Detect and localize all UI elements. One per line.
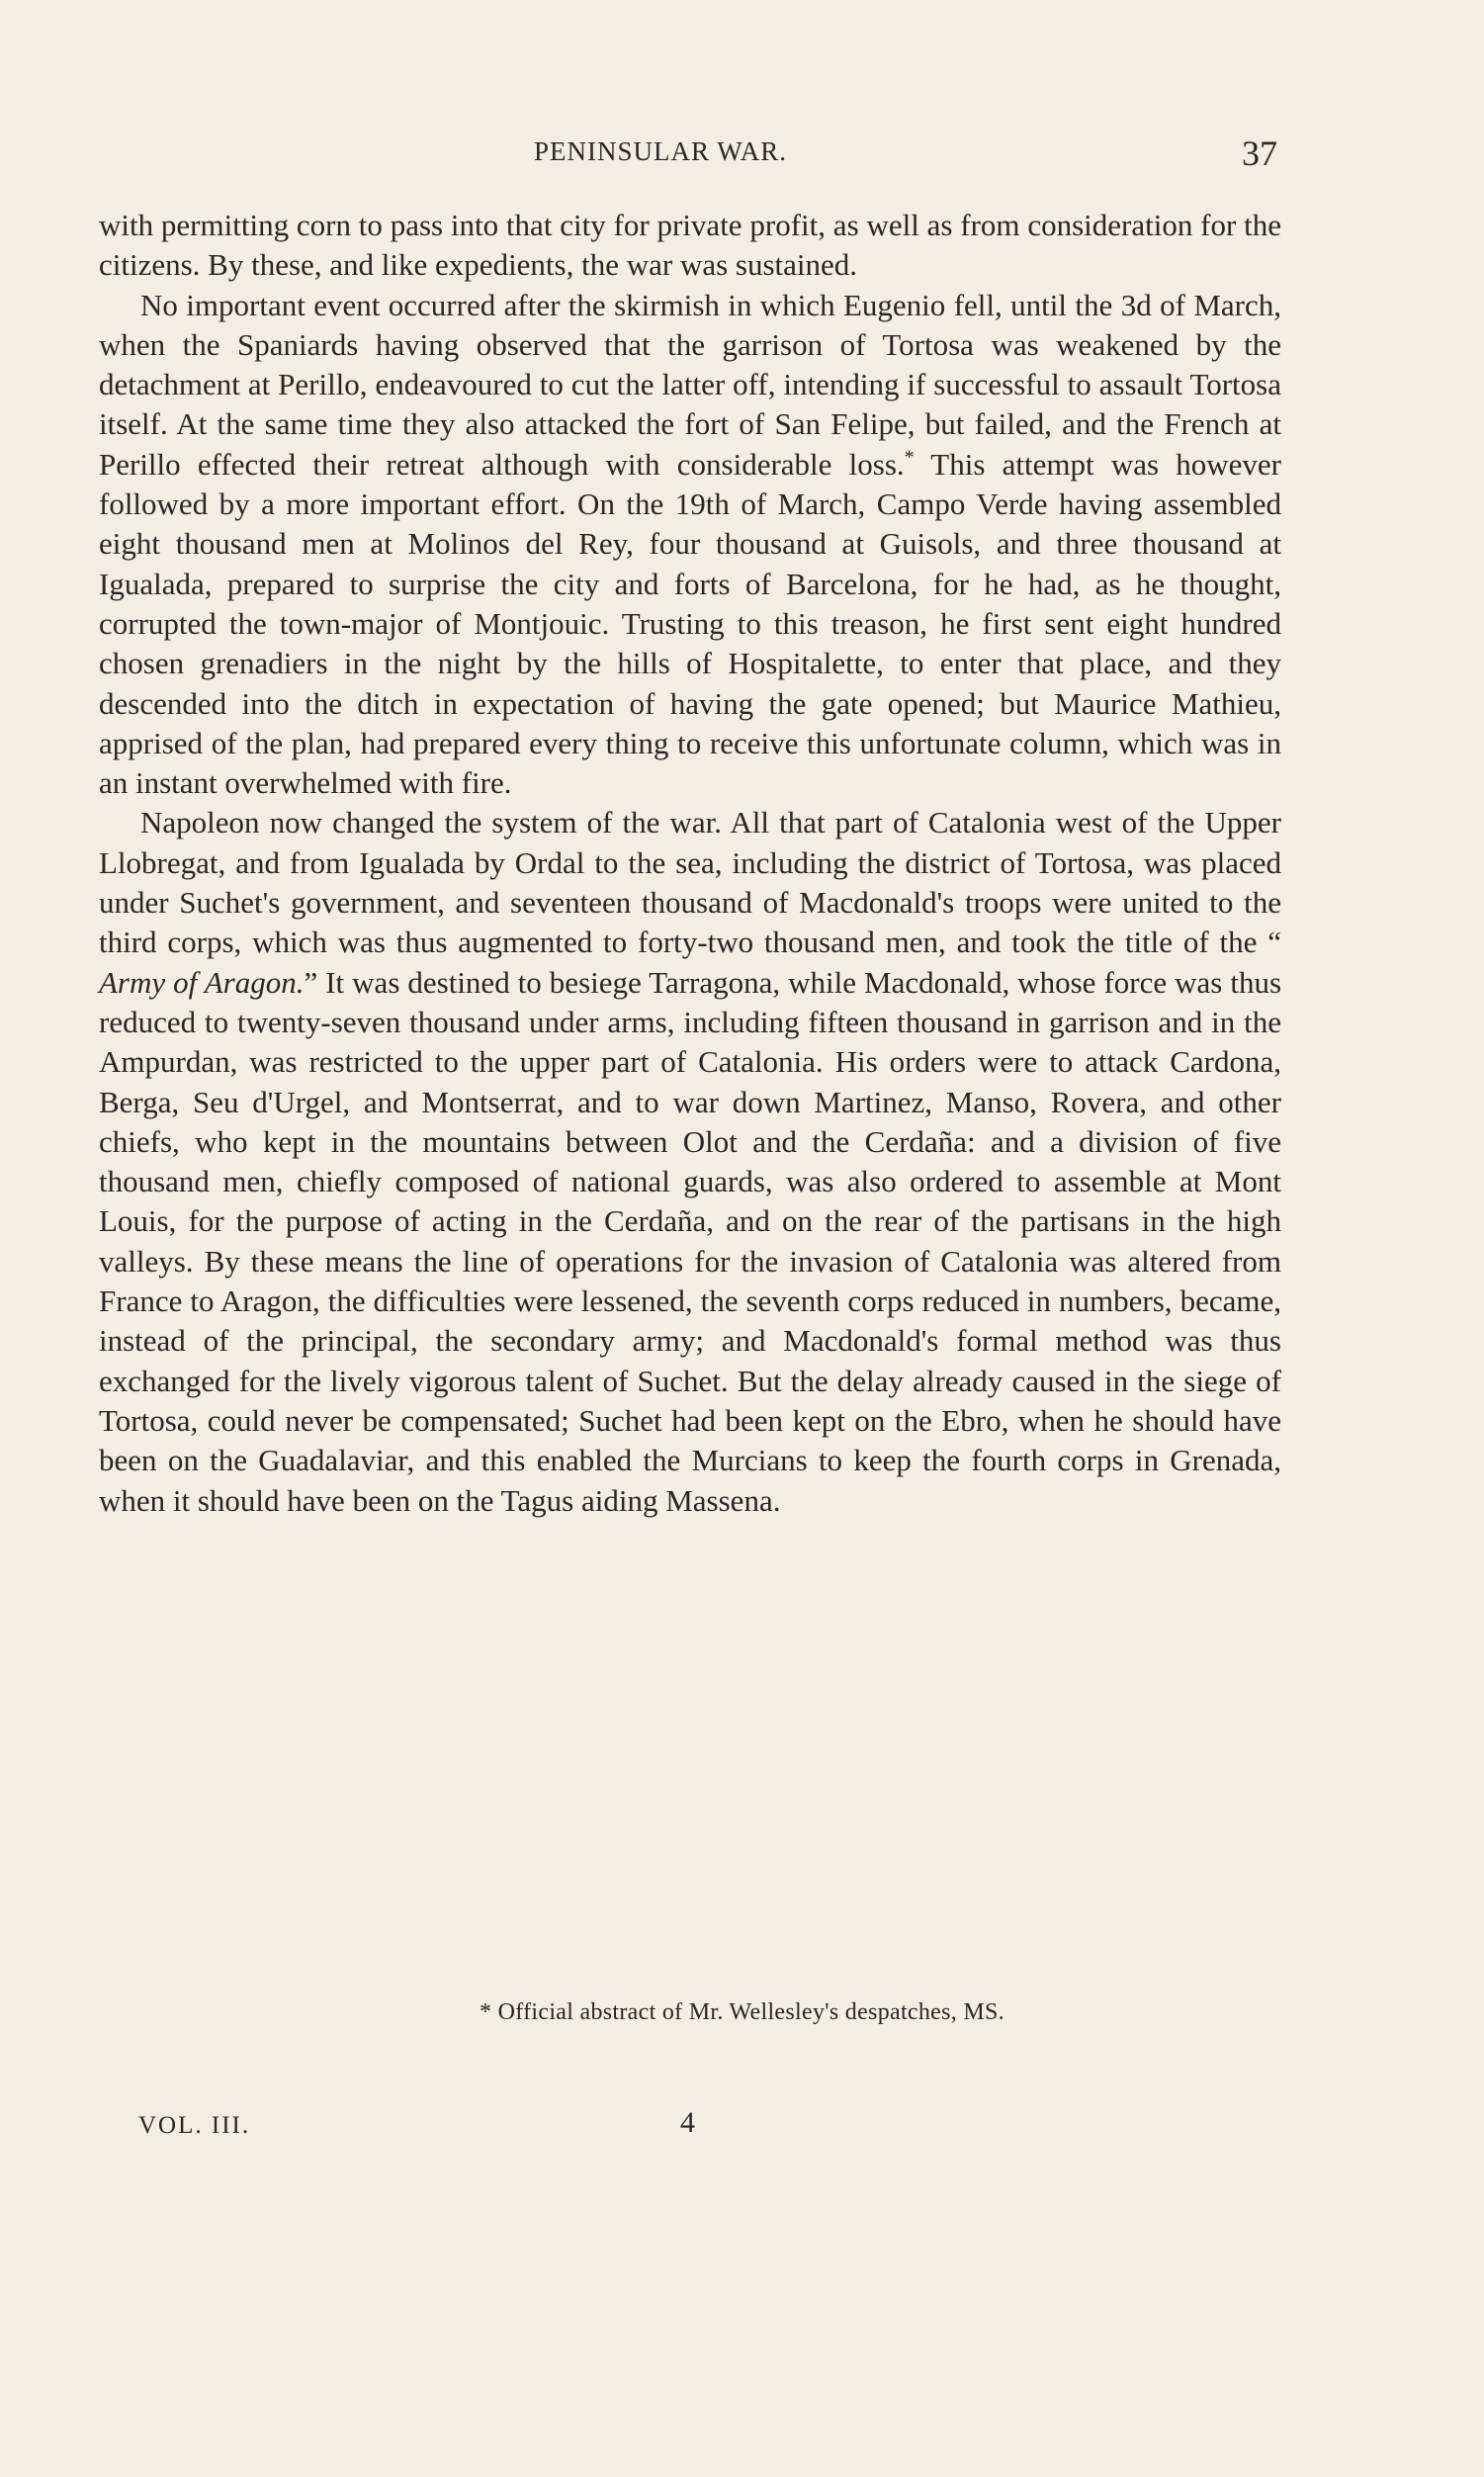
paragraph-2 — [99, 286, 1281, 804]
signature-line — [0, 2106, 1484, 2152]
paragraph-2-text-before: No important event occurred after the skirmish in which Eugenio fell, until the 3d of March, when the Spaniards having observed that the garrison of Tortosa was weakened by the detachment at Perillo, endeavoured to cut the latter off, intending if successful to assault Tortosa itself. At the same time they also attacked the fort of San Felipe, but failed, and the French at Perillo effected their retreat although with considerable loss. — [99, 287, 1281, 482]
paragraph-2-text-after: This attempt was however followed by a more important effort. On the 19th of March, Campo Verde having assembled eight thousand men at Molinos del Rey, four thousand at Guisols, and three thousand at Igualada, prepared to surprise the city and forts of Barcelona, for he had, as he thought, corrupted the town-major of Montjouic. Trusting to this treason, he first sent eight hundred chosen grenadiers in the night by the hills of Hospitalette, to enter that place, and they descended into the ditch in expectation of having the gate opened; but Maurice Mathieu, apprised of the plan, had prepared every thing to receive this unfortunate column, which was in an instant overwhelmed with fire. — [99, 446, 1281, 801]
signature-mark: 4 — [680, 2106, 695, 2139]
body-text — [99, 206, 1281, 1521]
volume-label: VOL. III. — [138, 2112, 251, 2139]
page-number: 37 — [1242, 133, 1277, 173]
footnote-marker: * — [904, 446, 915, 469]
running-title: PENINSULAR WAR. — [534, 136, 788, 166]
paragraph-1-text: with permitting corn to pass into that city for private profit, as well as from consideration for the citizens. By these, and like expedients, the war was sustained. — [99, 208, 1281, 283]
paragraph-3-text-after: ” It was destined to besiege Tarragona, while Macdonald, whose force was thus reduced to twenty-seven thousand under arms, including fifteen thousand in garrison and in the Ampurdan, was restricted to the upper part of Catalonia. His orders were to attack Cardona, Berga, Seu d'Urgel, and Montserrat, and to war down Martinez, Manso, Rovera, and other chiefs, who kept in the mountains between Olot and the Cerdaña: and a division of five thousand men, chiefly composed of national guards, was also ordered to assemble at Mont Louis, for the purpose of acting in the Cerdaña, and on the rear of the partisans in the high valleys. By these means the line of operations for the invasion of Catalonia was altered from France to Aragon, the difficulties were lessened, the seventh corps reduced in numbers, became, instead of the principal, the secondary army; and Macdonald's formal method was thus exchanged for the lively vigorous talent of Suchet. But the delay already caused in the siege of Tortosa, could never be compensated; Suchet had been kept on the Ebro, when he should have been on the Guadalaviar, and this enabled the Murcians to keep the fourth corps in Grenada, when it should have been on the Tagus aiding Massena. — [99, 964, 1282, 1518]
paragraph-3-text-before: Napoleon now changed the system of the war. All that part of Catalonia west of the Upper Llobregat, and from Igualada by Ordal to the sea, including the district of Tortosa, was placed under Suchet's government, and seventeen thousand of Macdonald's troops were united to the third corps, which was thus augmented to forty-two thousand men, and took the title of the “ — [99, 805, 1281, 960]
army-of-aragon-italic: Army of Aragon. — [99, 964, 305, 1000]
footnote: * Official abstract of Mr. Wellesley's despatches, MS. — [480, 1999, 1004, 2025]
running-head — [0, 133, 1484, 176]
paragraph-1 — [99, 206, 1281, 286]
paragraph-3 — [99, 803, 1281, 1520]
